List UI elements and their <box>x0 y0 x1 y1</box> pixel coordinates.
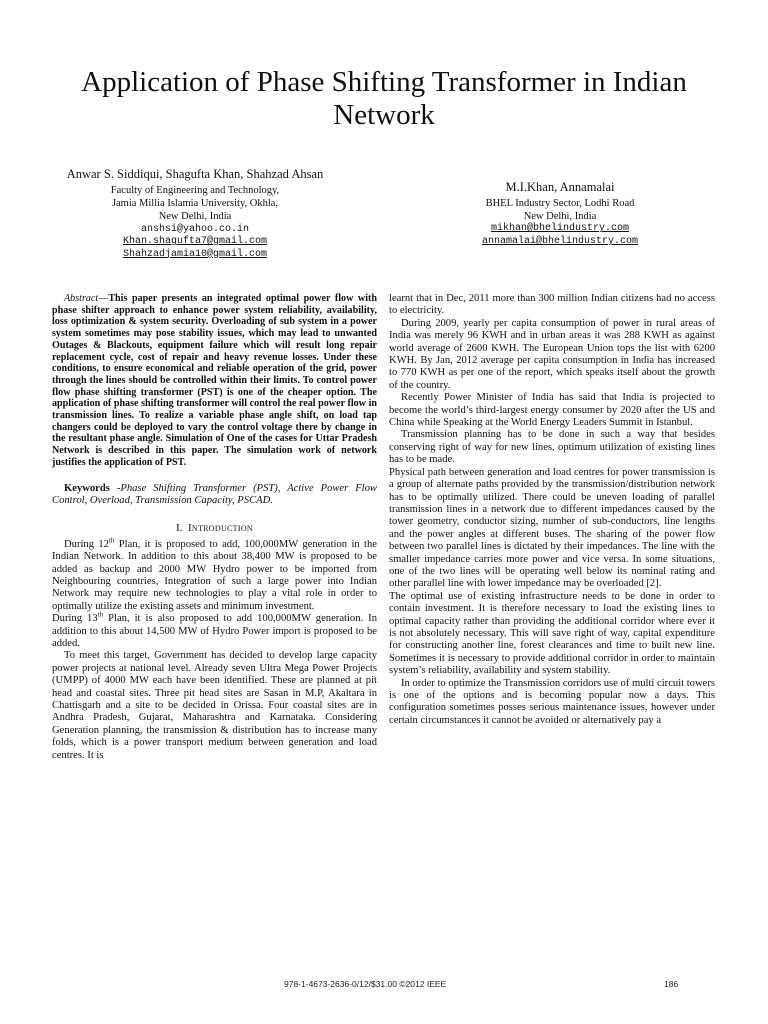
keywords-text: -Phase Shifting Transformer (PST), Active Power Flow Control, Overload, Transmission Capacity, PSCAD. <box>52 482 377 506</box>
right-column <box>389 293 715 727</box>
paragraph: Physical path between generation and load centres for power transmission is a group of alternate paths provided by the transmission/distribution network has to be optimally utilized. There could be uneven loading of parallel transmission lines in a network due to different impedances caused by the tower geometry, conductor sizing, number of sub-conductors, line lengths and the power angles at different buses. The sharing of the power flow between two parallel lines is dictated by their impedances. The line with the smaller impedance carries more power and vice versa. In some situations, one of the two lines will be operating well below its nominal rating and other parallel line with lower impedance may be overloaded [2]. <box>389 466 715 590</box>
paragraph: learnt that in Dec, 2011 more than 300 million Indian citizens had no access to electricity. <box>389 293 715 317</box>
paragraph: In order to optimize the Transmission corridors use of multi circuit towers is one of the options and is becoming popular now a days. This configuration sometimes posses serious maintenance issues, however under certain circumstances it cannot be avoided or alternatively pay a <box>389 677 715 726</box>
affiliation-line: BHEL Industry Sector, Lodhi Road <box>485 198 635 209</box>
abstract <box>52 293 377 469</box>
paragraph <box>52 610 377 650</box>
author-email[interactable]: Khan.shagufta7@gmail.com <box>122 236 268 248</box>
superscript: th <box>97 610 104 619</box>
author-email[interactable]: mikhan@bhelindustry.com <box>490 223 630 235</box>
author-email[interactable]: Shahzadjamia10@gmail.com <box>122 248 268 260</box>
affiliation-line: Faculty of Engineering and Technology, <box>110 185 280 196</box>
affiliation-line: New Delhi, India <box>158 211 232 223</box>
page-number: 186 <box>664 979 679 989</box>
author-names: Anwar S. Siddiqui, Shagufta Khan, Shahzad Ahsan <box>66 167 324 181</box>
affiliation-line: Jamia Millia Islamia University, Okhla, <box>111 198 279 210</box>
abstract-dash: — <box>98 293 109 304</box>
abstract-lead: Abstract <box>64 293 99 304</box>
paragraph-text: Plan, it is also proposed to add 100,000MW generation. In addition to this about 14,500 MW of Hydro Power import is proposed to be added. <box>52 613 377 650</box>
abstract-text: This paper presents an integrated optimal power flow with phase shifter approach to enhance power system reliability, availability, loss optimization & system security. Overloading of sub system in a power system sometimes may pose stability issues, which may lead to unwanted Outages & Blackouts, equipment failure which will result long repair replacement cycle, cost of repair and heavy revenue losses. Under these conditions, to ensure economical and reliable operation of the grid, power through the lines should be controlled within their limits. To control power flow phase shifting transformer (PST) is one of the cheaper option. The application of phase shifting transformer will control the real power flow in transmission lines. To realize a variable phase angle shift, on load tap changers could be deployed to vary the control voltage there by change in the resultant phase angle. Simulation of One of the cases for Uttar Pradesh Network is described in this paper. The simulation work of network justifies the application of PST. <box>52 293 377 468</box>
keywords <box>52 483 377 508</box>
paragraph-text: During 13 <box>52 613 98 625</box>
affiliation-line: New Delhi, India <box>523 211 597 223</box>
paragraph: Recently Power Minister of India has said that India is projected to become the world’s third-largest energy consumer by 2020 after the US and China while Speaking at the World Energy Leaders Summit in Istanbul. <box>389 392 715 429</box>
left-column <box>52 293 377 762</box>
author-email[interactable]: annamalai@bhelindustry.com <box>481 235 639 247</box>
section-title: Introduction <box>187 522 253 535</box>
paper-title: Application of Phase Shifting Transformer in Indian Network <box>81 66 687 131</box>
section-number: I. <box>176 522 183 535</box>
paragraph: The optimal use of existing infrastructure needs to be done in order to contain investment. It is therefore necessary to load the existing lines to optimal capacity rather than providing the additional corridor where ever it is not absolutely necessary. This will save right of way, capital expenditure for constructing another line, forest clearances and time to built new line. Sometimes it is necessary to provide additional corridor in order to maintain system’s reliability, availability and system stability. <box>389 590 715 677</box>
superscript: th <box>108 536 115 545</box>
paragraph-text: During 12 <box>64 538 109 550</box>
footer-copyright: 978-1-4673-2636-0/12/$31.00 ©2012 IEEE <box>284 979 447 989</box>
author-block-left <box>50 167 340 261</box>
author-block-right <box>420 180 700 248</box>
author-email[interactable]: anshsi@yahoo.co.in <box>140 223 250 235</box>
paragraph <box>52 536 377 613</box>
section-heading <box>52 522 377 534</box>
paragraph: During 2009, yearly per capita consumption of power in rural areas of India was merely 96 KWH and in urban areas it was 288 KWH as against world average of 2600 KWH. The European Union tops the list with 6200 KWH. By Jan, 2012 average per capita consumption in India has increased to 770 KWH as per one of the report, which speaks itself about the growth of the country. <box>389 317 715 391</box>
keywords-lead: Keywords <box>64 482 110 494</box>
paragraph: Transmission planning has to be done in such a way that besides conserving right of way for new lines, optimum utilization of existing lines has to be made. <box>389 429 715 466</box>
author-names: M.I.Khan, Annamalai <box>505 180 615 194</box>
paragraph-text: Plan, it is proposed to add, 100,000MW generation in the Indian Network. In addition to this about 38,400 MW is proposed to be added as backup and 2000 MW Hydro power to be imported from Neighbouring countries, Integration of such a large power into Indian Network may require new technologies to play a vital role in order to optimally utilize the existing assets and minimum investment. <box>52 538 377 612</box>
paragraph: To meet this target, Government has decided to develop large capacity power projects at national level. Already seven Ultra Mega Power Projects (UMPP) of 4000 MW each have been identified. These are planned at pit head and coastal sites. Three pit head sites are Sasan in M.P, Akaltara in Chattisgarh and a site to be decided in Orissa. Four coastal sites are in Andhra Pradesh, Gujarat, Maharashtra and Karnataka. Considering Generation planning, the transmission & distribution has to increase many folds, which is a power transport medium between generation and load centres. It is <box>52 650 377 761</box>
